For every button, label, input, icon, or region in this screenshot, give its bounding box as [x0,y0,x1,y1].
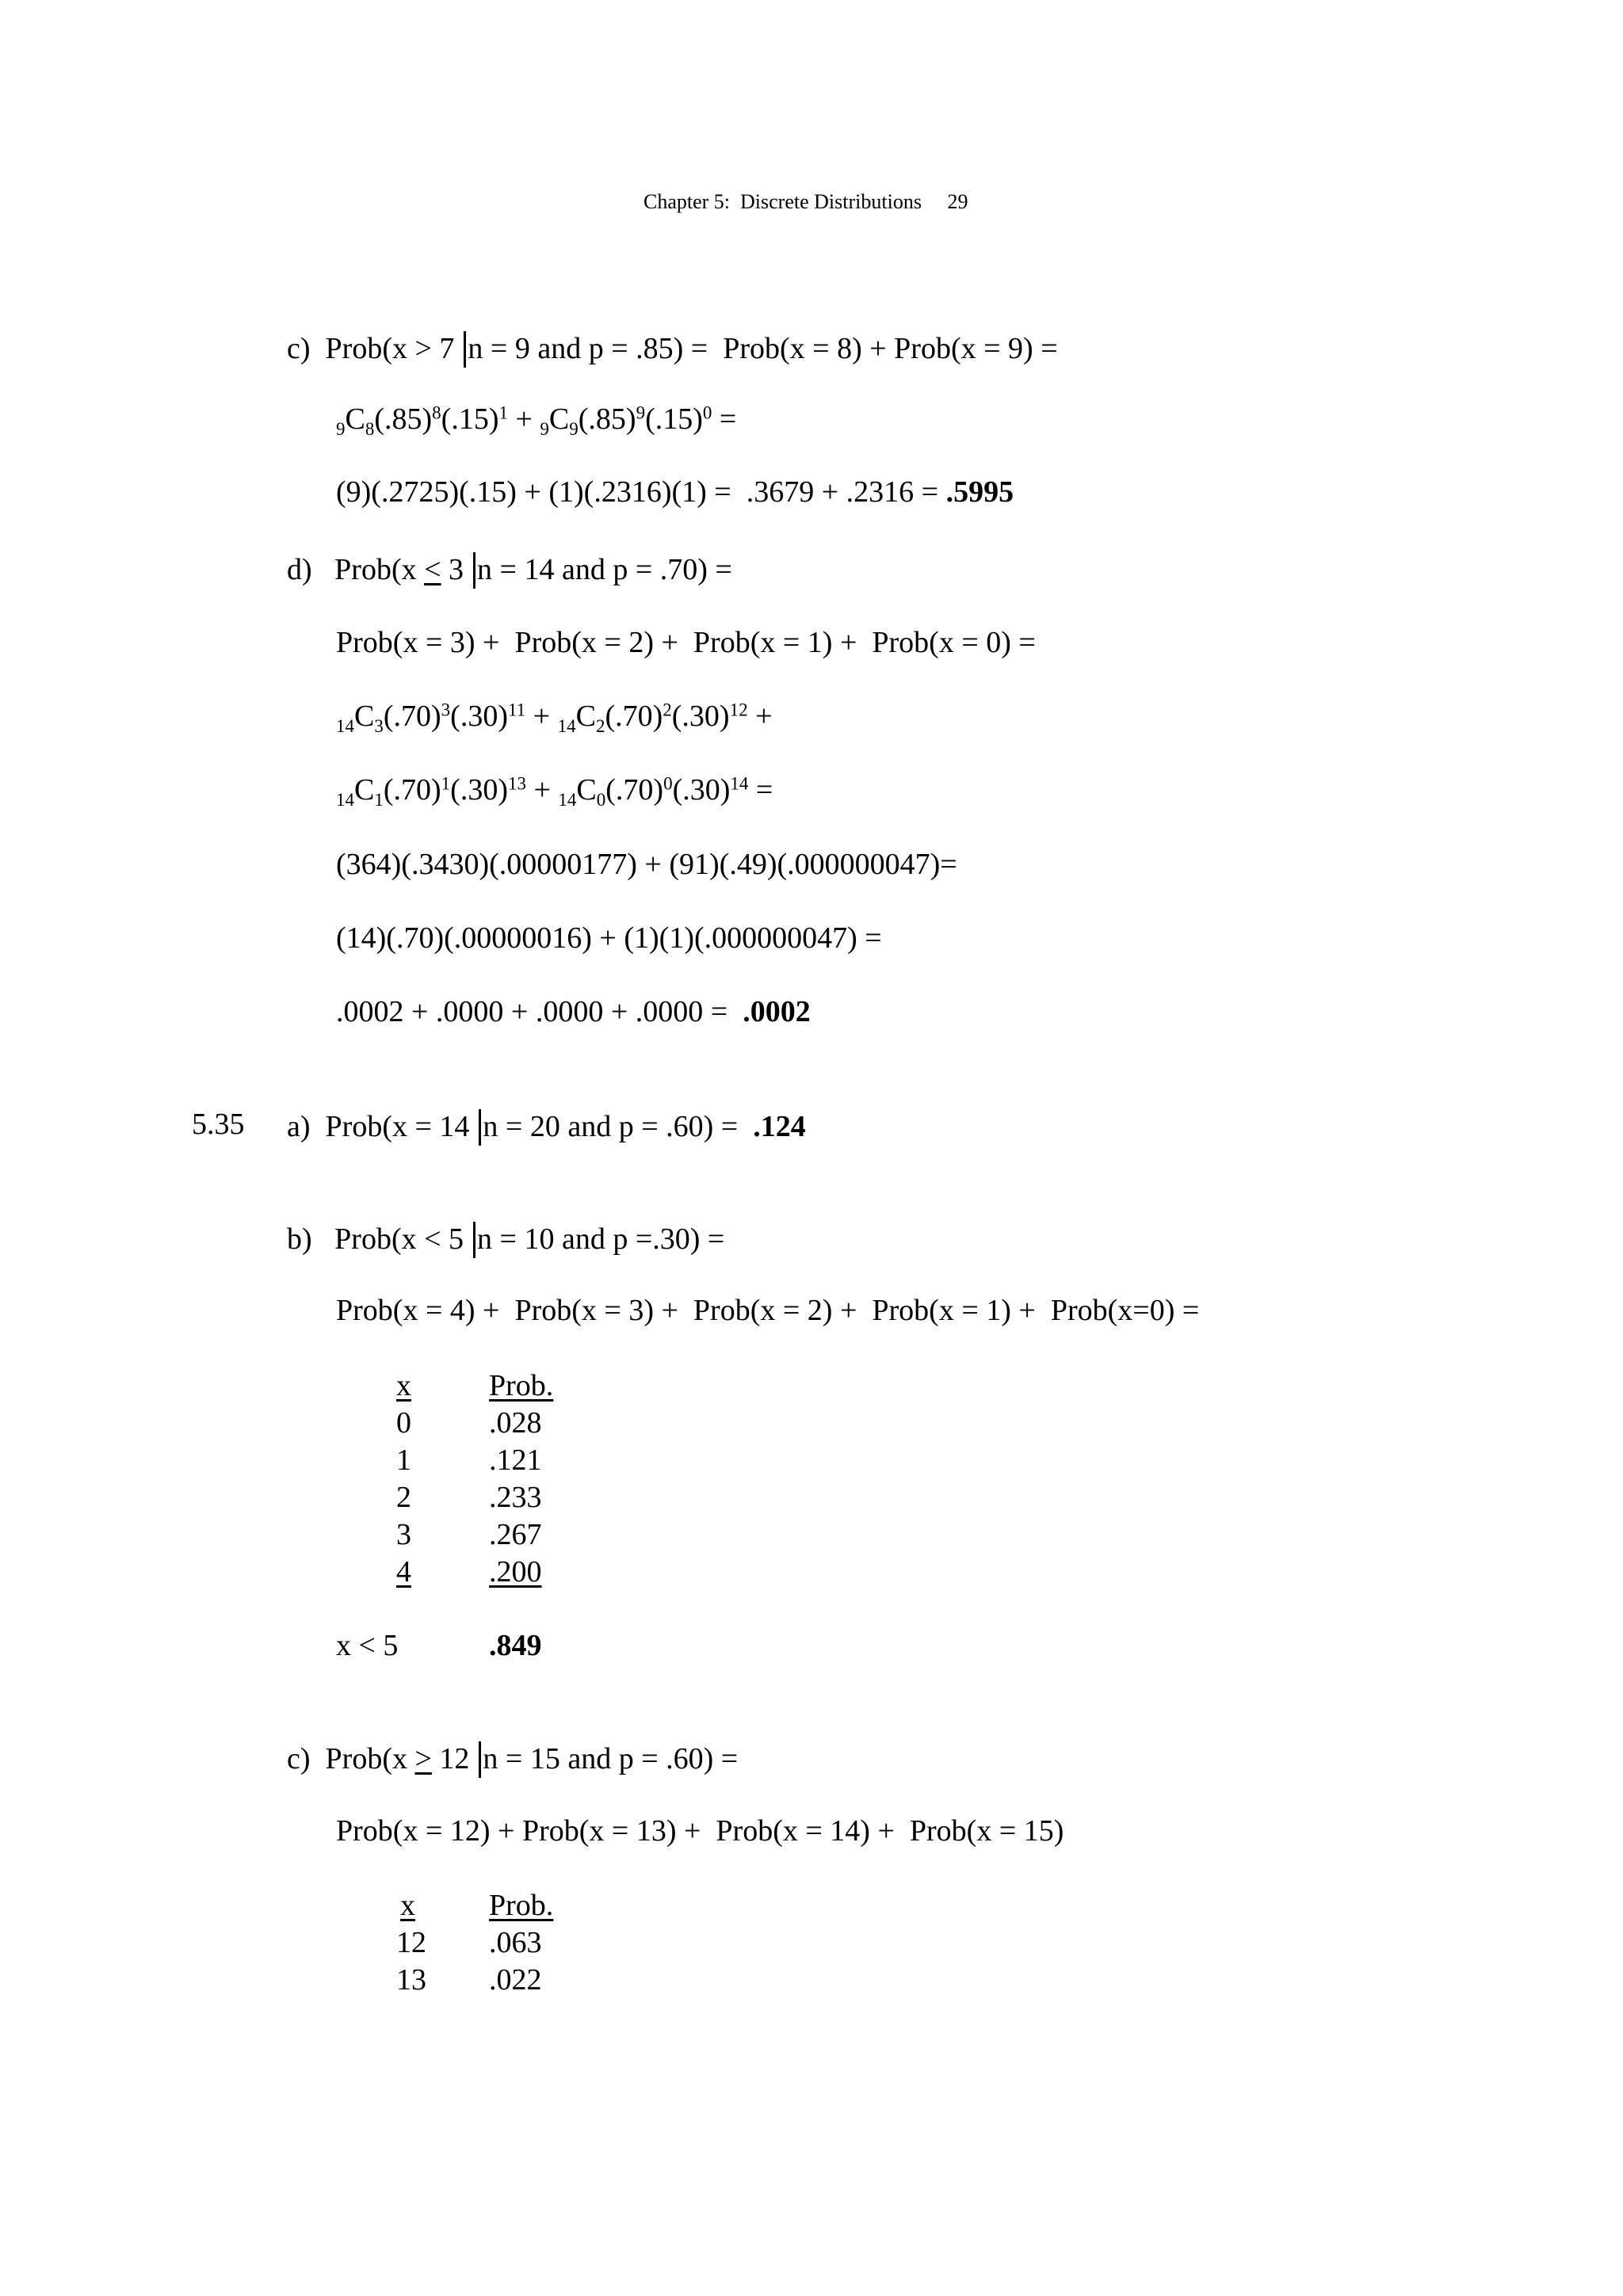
part-c2-condition: c) Prob(x > 12 n = 15 and p = .60) = [287,1741,738,1778]
given-bar [473,552,475,589]
given-bar [473,1222,475,1258]
table-total-value: .849 [489,1629,542,1662]
table-cell-prob: .267 [489,1518,542,1551]
table-cell-x: 0 [396,1406,411,1440]
table-cell-prob: .233 [489,1481,542,1514]
part-b-sum: Prob(x = 4) + Prob(x = 3) + Prob(x = 2) + Prob(x = 1) + Prob(x=0) = [336,1294,1200,1327]
table-cell-x: 2 [396,1481,411,1514]
table-cell-x: 13 [396,1963,426,1997]
problem-number: 5.35 [192,1108,245,1141]
given-bar [479,1741,481,1778]
part-d-sum: Prob(x = 3) + Prob(x = 2) + Prob(x = 1) + Prob(x = 0) = [336,626,1036,659]
part-d-result: .0002 [743,995,811,1028]
part-d-binomial-terms-2: $_{14}C_1(.70)^1(.30)^{13} + _{14}C_0(.70)^0(.30)^{14}$ = [336,773,773,810]
less-equal-symbol: < [424,553,441,586]
table-cell-prob: .028 [489,1406,542,1440]
table-cell-x: 1 [396,1444,411,1477]
table-cell-prob: .200 [489,1555,542,1589]
part-c2-sum: Prob(x = 12) + Prob(x = 13) + Prob(x = 14) + Prob(x = 15) [336,1814,1064,1848]
chapter-title: Chapter 5: Discrete Distributions [643,190,922,213]
part-c-computation: (9)(.2725)(.15) + (1)(.2316)(1) = .3679 + .2316 = .5995 [336,475,1014,509]
given-bar [464,331,466,368]
part-b-condition: b) Prob(x < 5 n = 10 and p =.30) = [287,1222,724,1258]
table-header-x: x [396,1369,411,1402]
table-header-x: x [400,1889,415,1922]
part-d-condition: d) Prob(x < 3 n = 14 and p = .70) = [287,552,732,589]
table-cell-x: 3 [396,1518,411,1551]
table-cell-x: 12 [396,1926,426,1959]
table-header-prob: Prob. [489,1369,554,1402]
table-cell-x: 4 [396,1555,411,1589]
page-header [643,190,968,214]
greater-equal-symbol: > [414,1742,432,1775]
table-header-prob: Prob. [489,1889,554,1922]
part-d-computation-2: (14)(.70)(.00000016) + (1)(1)(.000000047) = [336,921,882,955]
part-c-binomial-terms: $_9C_8(.85)^8(.15)^1 + _9C_9(.85)^9(.15)^0$ = [336,402,737,440]
part-c-condition: c) Prob(x > 7 n = 9 and p = .85) = Prob(x = 8) + Prob(x = 9) = [287,331,1058,368]
part-d-computation-3: .0002 + .0000 + .0000 + .0000 = .0002 [336,995,811,1028]
table-cell-prob: .063 [489,1926,542,1959]
table-total-label: x < 5 [336,1629,399,1662]
table-cell-prob: .022 [489,1963,542,1997]
page-number: 29 [947,190,968,213]
part-a-result: .124 [753,1110,806,1143]
part-d-computation-1: (364)(.3430)(.00000177) + (91)(.49)(.000000047)= [336,848,957,881]
part-c-result: .5995 [945,475,1014,509]
table-cell-prob: .121 [489,1444,542,1477]
given-bar [479,1109,481,1146]
part-a-statement: a) Prob(x = 14 n = 20 and p = .60) = .124 [287,1109,806,1146]
part-d-binomial-terms-1: $_{14}C_3(.70)^3(.30)^{11} + _{14}C_2(.70)^2(.30)^{12}$ + [336,700,773,737]
